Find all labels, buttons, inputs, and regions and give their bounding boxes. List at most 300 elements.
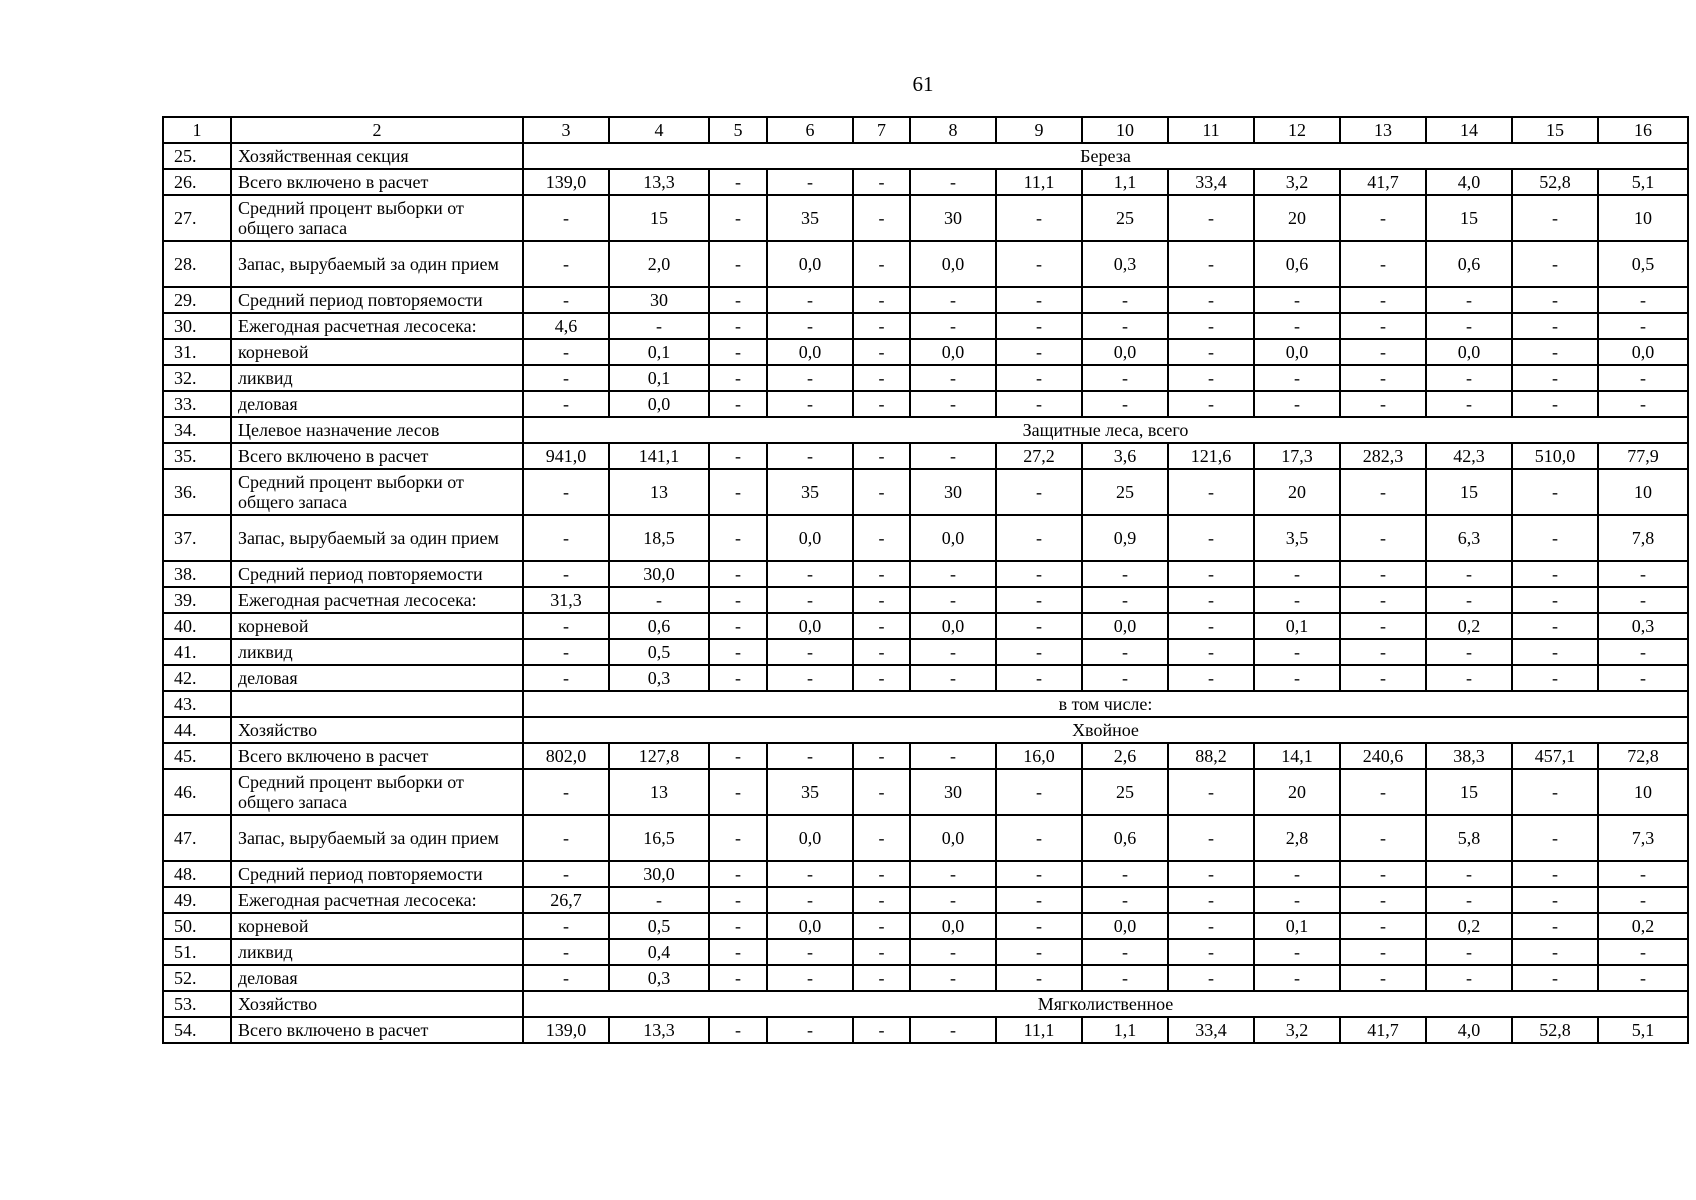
data-cell: 5,1 bbox=[1598, 1017, 1688, 1043]
table-row bbox=[163, 417, 1688, 443]
data-cell: - bbox=[996, 613, 1082, 639]
data-cell: 3,5 bbox=[1254, 515, 1340, 561]
column-header: 10 bbox=[1082, 117, 1168, 143]
data-cell: 14,1 bbox=[1254, 743, 1340, 769]
row-number: 53. bbox=[163, 991, 231, 1017]
table-row bbox=[163, 717, 1688, 743]
data-cell: - bbox=[853, 313, 910, 339]
data-cell: 30 bbox=[910, 195, 996, 241]
data-cell: - bbox=[1168, 665, 1254, 691]
data-cell: - bbox=[853, 587, 910, 613]
data-cell: - bbox=[1340, 939, 1426, 965]
row-label: Ежегодная расчетная лесосека: bbox=[231, 313, 523, 339]
data-cell: - bbox=[767, 861, 853, 887]
data-cell: 0,0 bbox=[609, 391, 709, 417]
data-cell: - bbox=[1168, 339, 1254, 365]
data-cell: - bbox=[853, 391, 910, 417]
data-cell: - bbox=[1168, 639, 1254, 665]
table-row bbox=[163, 939, 1688, 965]
data-cell: 0,2 bbox=[1598, 913, 1688, 939]
data-cell: - bbox=[709, 391, 767, 417]
data-cell: 77,9 bbox=[1598, 443, 1688, 469]
data-cell: - bbox=[1512, 639, 1598, 665]
data-cell: - bbox=[1168, 195, 1254, 241]
forest-calculation-table bbox=[162, 116, 1689, 1044]
section-heading: в том числе: bbox=[523, 691, 1688, 717]
row-number: 28. bbox=[163, 241, 231, 287]
row-number: 32. bbox=[163, 365, 231, 391]
data-cell: 35 bbox=[767, 195, 853, 241]
row-label: Всего включено в расчет bbox=[231, 1017, 523, 1043]
data-cell: - bbox=[1340, 913, 1426, 939]
data-cell: - bbox=[996, 313, 1082, 339]
data-cell: 41,7 bbox=[1340, 169, 1426, 195]
data-cell: - bbox=[1340, 665, 1426, 691]
data-cell: - bbox=[1512, 665, 1598, 691]
data-cell: - bbox=[709, 639, 767, 665]
data-cell: - bbox=[1168, 587, 1254, 613]
row-label: деловая bbox=[231, 391, 523, 417]
data-cell: 3,6 bbox=[1082, 443, 1168, 469]
data-cell: - bbox=[853, 339, 910, 365]
data-cell: - bbox=[1254, 965, 1340, 991]
data-cell: - bbox=[1254, 313, 1340, 339]
data-cell: - bbox=[1254, 887, 1340, 913]
data-cell: - bbox=[910, 939, 996, 965]
data-cell: - bbox=[709, 815, 767, 861]
data-cell: - bbox=[1254, 861, 1340, 887]
data-cell: - bbox=[853, 443, 910, 469]
data-cell: - bbox=[1082, 587, 1168, 613]
data-cell: 457,1 bbox=[1512, 743, 1598, 769]
data-cell: - bbox=[767, 169, 853, 195]
data-cell: - bbox=[853, 1017, 910, 1043]
data-cell: - bbox=[1426, 391, 1512, 417]
data-cell: 15 bbox=[609, 195, 709, 241]
column-header: 4 bbox=[609, 117, 709, 143]
data-cell: - bbox=[709, 195, 767, 241]
data-cell: 0,0 bbox=[910, 613, 996, 639]
data-cell: - bbox=[1340, 515, 1426, 561]
data-cell: - bbox=[609, 587, 709, 613]
data-cell: - bbox=[1340, 769, 1426, 815]
data-cell: 0,0 bbox=[1082, 613, 1168, 639]
data-cell: - bbox=[910, 287, 996, 313]
data-cell: - bbox=[1168, 241, 1254, 287]
table-row bbox=[163, 561, 1688, 587]
data-cell: - bbox=[1082, 313, 1168, 339]
data-cell: - bbox=[709, 365, 767, 391]
data-cell: 0,1 bbox=[609, 365, 709, 391]
data-cell: - bbox=[1340, 339, 1426, 365]
column-header: 14 bbox=[1426, 117, 1512, 143]
data-cell: - bbox=[1426, 939, 1512, 965]
data-cell: - bbox=[853, 241, 910, 287]
data-cell: 4,0 bbox=[1426, 1017, 1512, 1043]
row-number: 47. bbox=[163, 815, 231, 861]
data-cell: - bbox=[1598, 861, 1688, 887]
data-cell: 0,1 bbox=[609, 339, 709, 365]
data-cell: - bbox=[1426, 965, 1512, 991]
row-number: 39. bbox=[163, 587, 231, 613]
data-cell: 7,8 bbox=[1598, 515, 1688, 561]
data-cell: - bbox=[1512, 391, 1598, 417]
column-header: 12 bbox=[1254, 117, 1340, 143]
row-number: 44. bbox=[163, 717, 231, 743]
data-cell: - bbox=[1168, 965, 1254, 991]
table-row bbox=[163, 241, 1688, 287]
data-cell: - bbox=[767, 665, 853, 691]
data-cell: - bbox=[767, 639, 853, 665]
data-cell: - bbox=[853, 743, 910, 769]
data-cell: 30,0 bbox=[609, 861, 709, 887]
data-cell: - bbox=[1598, 561, 1688, 587]
section-heading: Береза bbox=[523, 143, 1688, 169]
data-cell: - bbox=[1512, 313, 1598, 339]
data-cell: - bbox=[1512, 365, 1598, 391]
data-cell: - bbox=[709, 561, 767, 587]
data-cell: - bbox=[1512, 561, 1598, 587]
data-cell: 0,0 bbox=[767, 515, 853, 561]
row-number: 54. bbox=[163, 1017, 231, 1043]
data-cell: 0,1 bbox=[1254, 913, 1340, 939]
data-cell: - bbox=[1340, 365, 1426, 391]
data-cell: - bbox=[1082, 561, 1168, 587]
data-cell: 0,2 bbox=[1426, 613, 1512, 639]
data-cell: - bbox=[853, 195, 910, 241]
data-cell: 0,0 bbox=[767, 815, 853, 861]
data-cell: 17,3 bbox=[1254, 443, 1340, 469]
data-cell: 42,3 bbox=[1426, 443, 1512, 469]
data-cell: - bbox=[1340, 241, 1426, 287]
data-cell: - bbox=[853, 913, 910, 939]
data-cell: 141,1 bbox=[609, 443, 709, 469]
row-label: корневой bbox=[231, 913, 523, 939]
data-cell: - bbox=[1512, 613, 1598, 639]
data-cell: - bbox=[1168, 515, 1254, 561]
data-cell: - bbox=[910, 965, 996, 991]
data-cell: - bbox=[996, 887, 1082, 913]
data-cell: 52,8 bbox=[1512, 1017, 1598, 1043]
table-row bbox=[163, 169, 1688, 195]
row-number: 50. bbox=[163, 913, 231, 939]
row-number: 45. bbox=[163, 743, 231, 769]
table-row bbox=[163, 769, 1688, 815]
data-cell: 127,8 bbox=[609, 743, 709, 769]
data-cell: 0,0 bbox=[910, 241, 996, 287]
data-cell: 2,8 bbox=[1254, 815, 1340, 861]
data-cell: - bbox=[853, 169, 910, 195]
data-cell: - bbox=[523, 241, 609, 287]
data-cell: - bbox=[523, 365, 609, 391]
data-cell: - bbox=[1512, 195, 1598, 241]
row-label bbox=[231, 691, 523, 717]
data-cell: 0,5 bbox=[609, 639, 709, 665]
row-label: ликвид bbox=[231, 365, 523, 391]
column-header: 7 bbox=[853, 117, 910, 143]
data-cell: - bbox=[1168, 365, 1254, 391]
data-cell: - bbox=[767, 965, 853, 991]
data-cell: - bbox=[709, 887, 767, 913]
row-number: 37. bbox=[163, 515, 231, 561]
data-cell: - bbox=[609, 887, 709, 913]
table-row bbox=[163, 391, 1688, 417]
data-cell: - bbox=[1340, 965, 1426, 991]
data-cell: 0,0 bbox=[1082, 913, 1168, 939]
data-cell: - bbox=[996, 665, 1082, 691]
data-cell: - bbox=[523, 339, 609, 365]
data-cell: - bbox=[853, 887, 910, 913]
table-row bbox=[163, 665, 1688, 691]
data-cell: - bbox=[910, 391, 996, 417]
data-cell: - bbox=[1254, 587, 1340, 613]
data-cell: 0,3 bbox=[609, 665, 709, 691]
data-cell: - bbox=[1598, 391, 1688, 417]
table-row bbox=[163, 691, 1688, 717]
data-cell: 25 bbox=[1082, 195, 1168, 241]
data-cell: 13,3 bbox=[609, 169, 709, 195]
data-cell: 0,1 bbox=[1254, 613, 1340, 639]
data-cell: 10 bbox=[1598, 769, 1688, 815]
data-cell: 0,0 bbox=[910, 913, 996, 939]
table-row bbox=[163, 195, 1688, 241]
data-cell: - bbox=[1426, 665, 1512, 691]
data-cell: 26,7 bbox=[523, 887, 609, 913]
data-cell: 3,2 bbox=[1254, 169, 1340, 195]
row-label: деловая bbox=[231, 665, 523, 691]
column-header: 8 bbox=[910, 117, 996, 143]
data-cell: - bbox=[910, 587, 996, 613]
data-cell: 20 bbox=[1254, 469, 1340, 515]
row-label: ликвид bbox=[231, 939, 523, 965]
data-cell: 1,1 bbox=[1082, 1017, 1168, 1043]
data-cell: - bbox=[1512, 515, 1598, 561]
data-cell: - bbox=[1598, 587, 1688, 613]
table-row bbox=[163, 861, 1688, 887]
data-cell: 0,6 bbox=[1082, 815, 1168, 861]
data-cell: - bbox=[523, 639, 609, 665]
row-number: 34. bbox=[163, 417, 231, 443]
row-label: Запас, вырубаемый за один прием bbox=[231, 241, 523, 287]
data-cell: - bbox=[910, 887, 996, 913]
data-cell: - bbox=[523, 515, 609, 561]
data-cell: - bbox=[1598, 287, 1688, 313]
row-label: Хозяйственная секция bbox=[231, 143, 523, 169]
data-cell: - bbox=[709, 515, 767, 561]
data-cell: - bbox=[709, 1017, 767, 1043]
row-label: Запас, вырубаемый за один прием bbox=[231, 815, 523, 861]
data-cell: 0,0 bbox=[767, 613, 853, 639]
data-cell: - bbox=[709, 443, 767, 469]
data-cell: - bbox=[853, 939, 910, 965]
data-cell: - bbox=[709, 861, 767, 887]
data-cell: - bbox=[853, 639, 910, 665]
column-header: 3 bbox=[523, 117, 609, 143]
row-label: ликвид bbox=[231, 639, 523, 665]
data-cell: 5,8 bbox=[1426, 815, 1512, 861]
data-cell: - bbox=[1426, 639, 1512, 665]
data-cell: - bbox=[1254, 365, 1340, 391]
data-cell: - bbox=[709, 241, 767, 287]
table-row bbox=[163, 143, 1688, 169]
data-cell: - bbox=[1340, 391, 1426, 417]
data-cell: - bbox=[996, 815, 1082, 861]
data-cell: - bbox=[1598, 365, 1688, 391]
data-cell: - bbox=[1082, 965, 1168, 991]
row-number: 25. bbox=[163, 143, 231, 169]
data-cell: - bbox=[853, 515, 910, 561]
table-row bbox=[163, 613, 1688, 639]
data-cell: - bbox=[1168, 469, 1254, 515]
row-number: 38. bbox=[163, 561, 231, 587]
data-cell: - bbox=[523, 195, 609, 241]
column-header: 11 bbox=[1168, 117, 1254, 143]
data-cell: - bbox=[910, 313, 996, 339]
data-cell: - bbox=[910, 169, 996, 195]
data-cell: 13,3 bbox=[609, 1017, 709, 1043]
table-row bbox=[163, 991, 1688, 1017]
data-cell: 30,0 bbox=[609, 561, 709, 587]
data-cell: - bbox=[767, 587, 853, 613]
data-cell: - bbox=[853, 965, 910, 991]
data-cell: - bbox=[1340, 313, 1426, 339]
row-label: Ежегодная расчетная лесосека: bbox=[231, 587, 523, 613]
data-cell: 38,3 bbox=[1426, 743, 1512, 769]
row-number: 35. bbox=[163, 443, 231, 469]
data-cell: - bbox=[1512, 887, 1598, 913]
row-number: 52. bbox=[163, 965, 231, 991]
data-cell: 0,4 bbox=[609, 939, 709, 965]
row-label: Средний период повторяемости bbox=[231, 561, 523, 587]
data-cell: - bbox=[853, 861, 910, 887]
row-label: Средний период повторяемости bbox=[231, 287, 523, 313]
data-cell: - bbox=[1340, 561, 1426, 587]
data-cell: - bbox=[1598, 665, 1688, 691]
data-cell: 0,0 bbox=[910, 339, 996, 365]
data-cell: - bbox=[1254, 665, 1340, 691]
data-cell: - bbox=[853, 613, 910, 639]
data-cell: 10 bbox=[1598, 195, 1688, 241]
data-cell: - bbox=[853, 365, 910, 391]
data-cell: 0,0 bbox=[910, 815, 996, 861]
data-cell: - bbox=[709, 769, 767, 815]
data-cell: - bbox=[1340, 613, 1426, 639]
data-cell: 1,1 bbox=[1082, 169, 1168, 195]
data-cell: 0,6 bbox=[1426, 241, 1512, 287]
data-cell: 35 bbox=[767, 769, 853, 815]
data-cell: - bbox=[523, 769, 609, 815]
data-cell: 2,6 bbox=[1082, 743, 1168, 769]
row-label: Всего включено в расчет bbox=[231, 743, 523, 769]
data-cell: - bbox=[1512, 587, 1598, 613]
data-cell: - bbox=[523, 965, 609, 991]
data-cell: 139,0 bbox=[523, 169, 609, 195]
data-cell: - bbox=[853, 287, 910, 313]
row-label: Средний период повторяемости bbox=[231, 861, 523, 887]
data-cell: - bbox=[1082, 665, 1168, 691]
section-heading: Хвойное bbox=[523, 717, 1688, 743]
data-cell: - bbox=[1598, 965, 1688, 991]
data-cell: - bbox=[1340, 639, 1426, 665]
data-cell: 15 bbox=[1426, 195, 1512, 241]
column-header: 15 bbox=[1512, 117, 1598, 143]
data-cell: 16,0 bbox=[996, 743, 1082, 769]
row-number: 40. bbox=[163, 613, 231, 639]
data-cell: 282,3 bbox=[1340, 443, 1426, 469]
data-cell: 0,5 bbox=[609, 913, 709, 939]
data-cell: 15 bbox=[1426, 469, 1512, 515]
data-cell: 2,0 bbox=[609, 241, 709, 287]
data-cell: 3,2 bbox=[1254, 1017, 1340, 1043]
data-cell: - bbox=[1082, 391, 1168, 417]
data-cell: - bbox=[1340, 815, 1426, 861]
row-number: 41. bbox=[163, 639, 231, 665]
data-cell: 0,6 bbox=[1254, 241, 1340, 287]
data-cell: - bbox=[1598, 639, 1688, 665]
row-label: Хозяйство bbox=[231, 991, 523, 1017]
data-cell: 35 bbox=[767, 469, 853, 515]
data-cell: - bbox=[767, 443, 853, 469]
data-cell: 11,1 bbox=[996, 1017, 1082, 1043]
column-header: 2 bbox=[231, 117, 523, 143]
page-number: 61 bbox=[912, 72, 934, 96]
data-cell: 30 bbox=[910, 469, 996, 515]
data-cell: 0,0 bbox=[1082, 339, 1168, 365]
data-cell: 18,5 bbox=[609, 515, 709, 561]
data-cell: - bbox=[709, 339, 767, 365]
data-cell: - bbox=[767, 939, 853, 965]
row-number: 26. bbox=[163, 169, 231, 195]
row-label: Ежегодная расчетная лесосека: bbox=[231, 887, 523, 913]
data-cell: - bbox=[996, 391, 1082, 417]
section-heading: Защитные леса, всего bbox=[523, 417, 1688, 443]
row-label: Целевое назначение лесов bbox=[231, 417, 523, 443]
data-cell: - bbox=[1168, 861, 1254, 887]
data-cell: - bbox=[853, 769, 910, 815]
data-cell: - bbox=[1426, 887, 1512, 913]
data-cell: - bbox=[523, 561, 609, 587]
data-cell: - bbox=[996, 339, 1082, 365]
table-row bbox=[163, 515, 1688, 561]
data-cell: - bbox=[609, 313, 709, 339]
data-cell: - bbox=[910, 561, 996, 587]
row-label: корневой bbox=[231, 613, 523, 639]
row-label: Средний процент выборки от общего запаса bbox=[231, 195, 523, 241]
row-number: 31. bbox=[163, 339, 231, 365]
data-cell: - bbox=[709, 913, 767, 939]
data-cell: - bbox=[1168, 887, 1254, 913]
row-number: 46. bbox=[163, 769, 231, 815]
row-number: 48. bbox=[163, 861, 231, 887]
data-cell: - bbox=[709, 287, 767, 313]
data-cell: 7,3 bbox=[1598, 815, 1688, 861]
data-cell: - bbox=[523, 665, 609, 691]
data-cell: - bbox=[1512, 815, 1598, 861]
data-cell: - bbox=[1254, 639, 1340, 665]
data-cell: - bbox=[853, 469, 910, 515]
data-cell: - bbox=[996, 365, 1082, 391]
data-cell: 0,5 bbox=[1598, 241, 1688, 287]
data-cell: 0,3 bbox=[1082, 241, 1168, 287]
data-cell: - bbox=[709, 613, 767, 639]
data-cell: - bbox=[1168, 939, 1254, 965]
data-cell: 0,0 bbox=[767, 913, 853, 939]
data-cell: - bbox=[523, 939, 609, 965]
data-cell: - bbox=[1598, 313, 1688, 339]
data-cell: - bbox=[996, 287, 1082, 313]
data-cell: - bbox=[1426, 287, 1512, 313]
column-header: 13 bbox=[1340, 117, 1426, 143]
